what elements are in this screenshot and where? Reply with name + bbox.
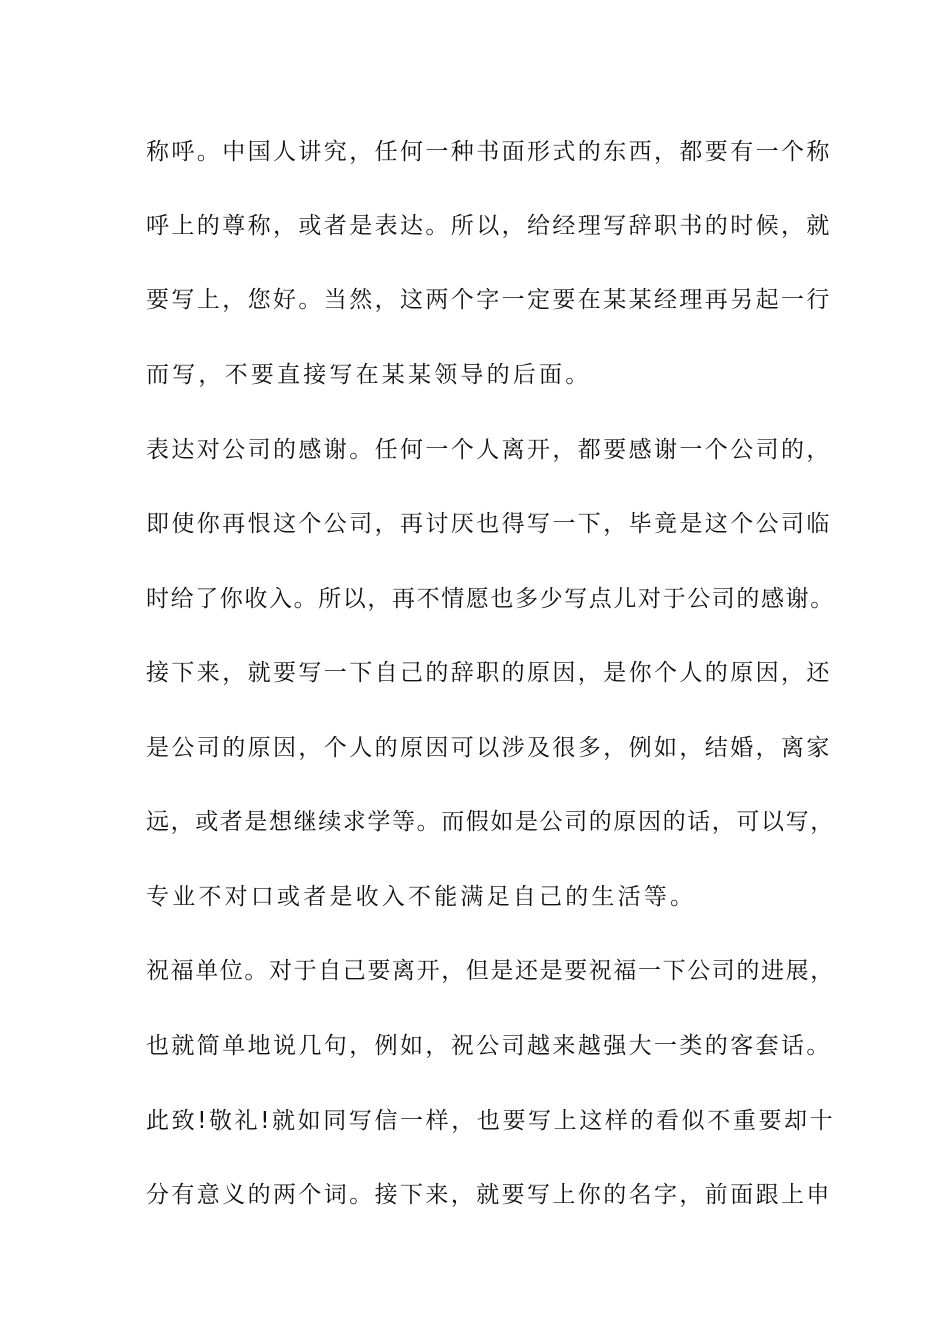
text-line: 表达对公司的感谢。任何一个人离开，都要感谢一个公司的， xyxy=(146,437,832,463)
text-line: 即使你再恨这个公司，再讨厌也得写一下，毕竟是这个公司临 xyxy=(146,511,832,537)
text-line: 此致!敬礼!就如同写信一样，也要写上这样的看似不重要却十 xyxy=(146,1108,836,1134)
text-line: 远，或者是想继续求学等。而假如是公司的原因的话，可以写， xyxy=(146,809,835,835)
text-line: 呼上的尊称，或者是表达。所以，给经理写辞职书的时候，就 xyxy=(146,213,832,239)
text-line: 接下来，就要写一下自己的辞职的原因，是你个人的原因，还 xyxy=(146,660,832,686)
text-line: 也就简单地说几句，例如，祝公司越来越强大一类的客套话。 xyxy=(146,1033,832,1059)
text-line: 称呼。中国人讲究，任何一种书面形式的东西，都要有一个称 xyxy=(146,139,832,165)
text-line: 时给了你收入。所以，再不情愿也多少写点儿对于公司的感谢。 xyxy=(146,586,835,612)
text-line: 是公司的原因，个人的原因可以涉及很多，例如，结婚，离家 xyxy=(146,735,832,761)
text-line: 而写，不要直接写在某某领导的后面。 xyxy=(146,362,592,388)
text-line: 专业不对口或者是收入不能满足自己的生活等。 xyxy=(146,884,697,910)
text-line: 分有意义的两个词。接下来，就要写上你的名字，前面跟上申 xyxy=(146,1182,832,1208)
text-line: 要写上，您好。当然，这两个字一定要在某某经理再另起一行 xyxy=(146,287,832,313)
text-line: 祝福单位。对于自己要离开，但是还是要祝福一下公司的进展， xyxy=(146,958,835,984)
